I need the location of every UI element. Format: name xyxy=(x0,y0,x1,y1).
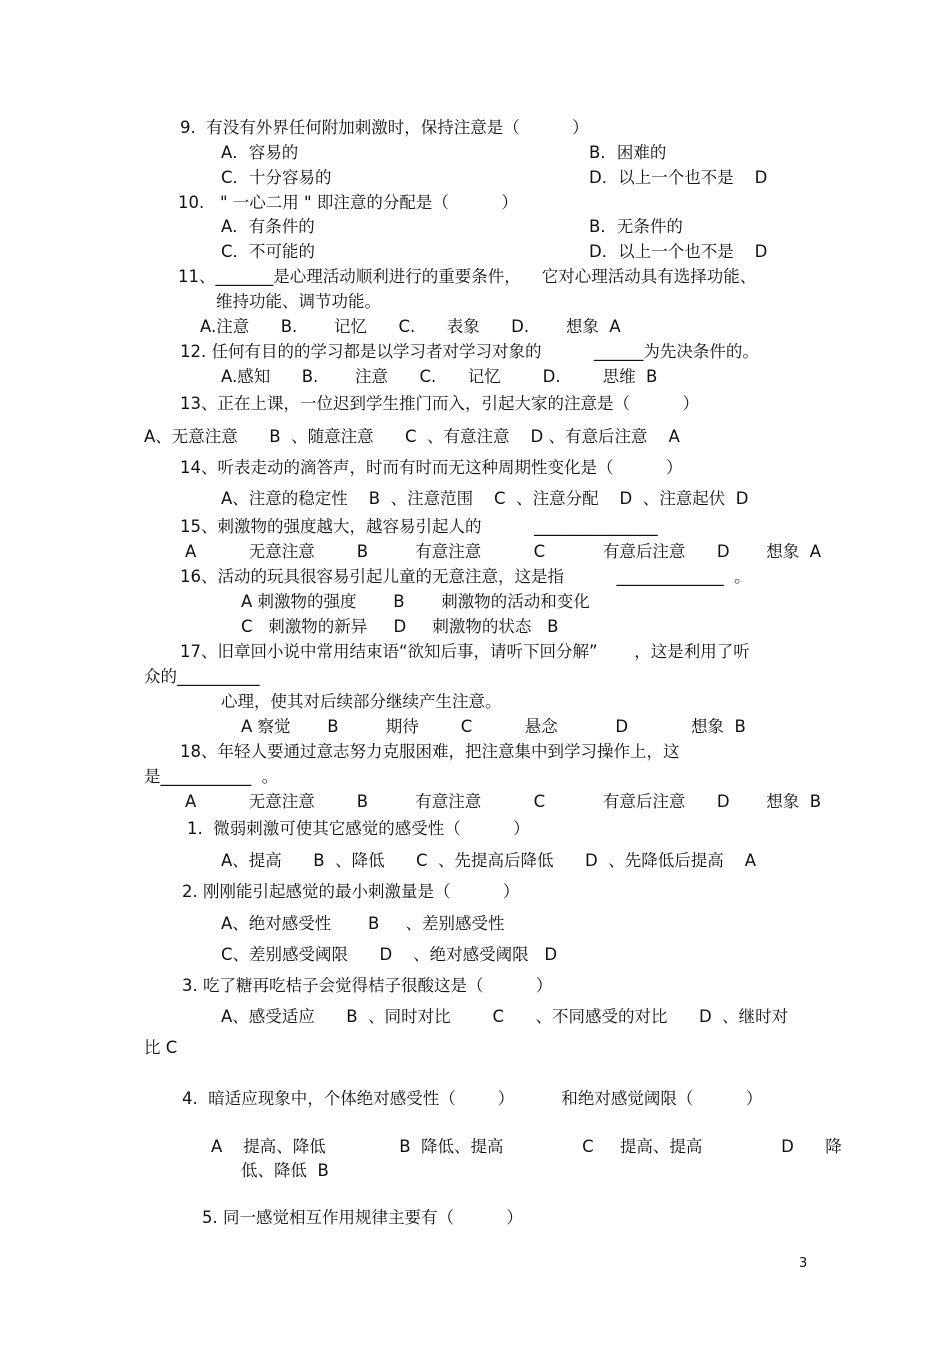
q9-option-a: A．容易的 xyxy=(221,143,299,162)
q16-stem: 16、活动的玩具很容易引起儿童的无意注意，这是指 _____________ 。 xyxy=(180,567,751,586)
s2-options-ab: A、绝对感受性 B 、差别感受性 xyxy=(221,914,505,933)
q10-option-b: B．无条件的 xyxy=(589,217,683,236)
q10-option-c: C．不可能的 xyxy=(221,242,316,261)
q17-stem-cont2: 心理，使其对后续部分继续产生注意。 xyxy=(221,692,502,711)
page-number: 3 xyxy=(799,1256,808,1271)
q10-stem: 10. " 一心二用 " 即注意的分配是（ ） xyxy=(178,193,518,212)
s4-stem: 4. 暗适应现象中，个体绝对感受性（ ） 和绝对感觉阈限（ ） xyxy=(182,1089,763,1108)
q13-stem: 13、正在上课，一位迟到学生推门而入，引起大家的注意是（ ） xyxy=(180,394,699,413)
s2-options-cd: C、差别感受阈限 D 、绝对感受阈限 D xyxy=(221,945,558,964)
q15-options: A 无意注意 B 有意注意 C 有意后注意 D 想象 A xyxy=(185,542,822,561)
q9-stem: 9. 有没有外界任何附加刺激时，保持注意是（ ） xyxy=(180,118,589,137)
q12-options: A.感知 B. 注意 C. 记忆 D. 思维 B xyxy=(221,367,658,386)
s2-stem: 2. 刚刚能引起感觉的最小刺激量是（ ） xyxy=(182,882,520,901)
q14-stem: 14、听表走动的滴答声，时而有时而无这种周期性变化是（ ） xyxy=(180,458,683,477)
q16-options-ab: A 刺激物的强度 B 刺激物的活动和变化 xyxy=(241,592,590,611)
q12-stem: 12. 任何有目的的学习都是以学习者对学习对象的 ______为先决条件的。 xyxy=(180,342,759,361)
q11-options: A.注意 B. 记忆 C. 表象 D. 想象 A xyxy=(200,317,621,336)
s1-stem: 1. 微弱刺激可使其它感觉的感受性（ ） xyxy=(187,819,530,838)
q18-options: A 无意注意 B 有意注意 C 有意后注意 D 想象 B xyxy=(185,792,822,811)
s3-options-cont: 比 C xyxy=(144,1038,178,1057)
q11-stem-cont: 维持功能、调节功能。 xyxy=(216,292,381,311)
q16-options-cd: C 刺激物的新异 D 刺激物的状态 B xyxy=(241,617,559,636)
s3-options: A、感受适应 B 、同时对比 C 、不同感受的对比 D 、继时对 xyxy=(221,1007,789,1026)
q17-stem-cont: 众的__________ xyxy=(144,667,260,686)
s3-stem: 3. 吃了糖再吃桔子会觉得桔子很酸这是（ ） xyxy=(182,976,553,995)
q10-option-d-answer: D．以上一个也不是 D xyxy=(589,242,768,261)
q14-options: A、注意的稳定性 B 、注意范围 C 、注意分配 D 、注意起伏 D xyxy=(221,489,749,508)
q13-options: A、无意注意 B 、随意注意 C 、有意注意 D 、有意后注意 A xyxy=(144,427,680,446)
s5-stem: 5. 同一感觉相互作用规律主要有（ ） xyxy=(202,1208,523,1227)
s1-options: A、提高 B 、降低 C 、先提高后降低 D 、先降低后提高 A xyxy=(221,851,756,870)
s4-options-cont: 低、降低 B xyxy=(241,1161,329,1180)
q11-stem: 11、_______是心理活动顺利进行的重要条件， 它对心理活动具有选择功能、 xyxy=(178,267,757,286)
q9-option-b: B．困难的 xyxy=(589,143,667,162)
q17-options: A 察觉 B 期待 C 悬念 D 想象 B xyxy=(241,717,746,736)
q15-stem: 15、刺激物的强度越大，越容易引起人的 _______________ xyxy=(180,517,658,536)
s4-options: A 提高、降低 B 降低、提高 C 提高、提高 D 降 xyxy=(211,1137,842,1156)
q10-option-a: A．有条件的 xyxy=(221,217,315,236)
q18-stem-cont: 是___________ 。 xyxy=(144,767,279,786)
q9-option-c: C．十分容易的 xyxy=(221,168,332,187)
q9-option-d-answer: D．以上一个也不是 D xyxy=(589,168,768,187)
q17-stem: 17、旧章回小说中常用结束语“欲知后事，请听下回分解” ，这是利用了听 xyxy=(180,642,750,661)
q18-stem: 18、年轻人要通过意志努力克服困难，把注意集中到学习操作上，这 xyxy=(180,742,680,761)
